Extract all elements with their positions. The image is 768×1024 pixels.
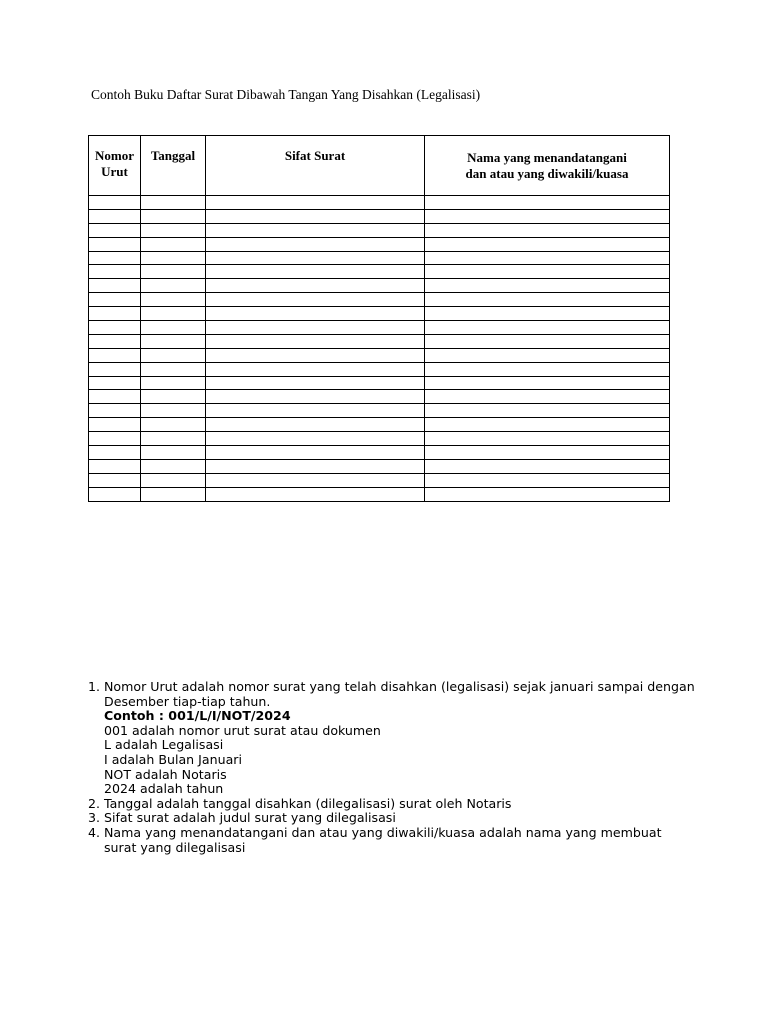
table-row — [89, 487, 670, 501]
table-row — [89, 418, 670, 432]
table-cell — [89, 251, 141, 265]
table-cell — [425, 196, 670, 210]
table-cell — [89, 390, 141, 404]
table-cell — [141, 334, 206, 348]
table-cell — [89, 418, 141, 432]
table-cell — [89, 362, 141, 376]
notes-list — [83, 680, 744, 855]
table-cell — [206, 348, 425, 362]
table-cell — [425, 390, 670, 404]
table-header-row — [89, 136, 670, 196]
table-cell — [89, 293, 141, 307]
note-item-nama — [104, 826, 744, 855]
table-cell — [425, 432, 670, 446]
table-cell — [89, 237, 141, 251]
table-cell — [425, 307, 670, 321]
header-sifat-surat: Sifat Surat — [206, 136, 425, 196]
table-row — [89, 334, 670, 348]
table-cell — [425, 279, 670, 293]
table-row — [89, 293, 670, 307]
note-item-tanggal — [104, 797, 744, 812]
header-tanggal: Tanggal — [141, 136, 206, 196]
note1-sub2: L adalah Legalisasi — [104, 737, 224, 753]
table-row — [89, 390, 670, 404]
note1-line2: Desember tiap-tiap tahun. — [104, 693, 271, 709]
table-cell — [89, 446, 141, 460]
table-cell — [425, 334, 670, 348]
table-cell — [425, 251, 670, 265]
table-cell — [206, 487, 425, 501]
table-row — [89, 279, 670, 293]
table-cell — [89, 321, 141, 335]
table-cell — [141, 279, 206, 293]
table-row — [89, 237, 670, 251]
table-cell — [206, 293, 425, 307]
table-cell — [89, 432, 141, 446]
table-cell — [141, 293, 206, 307]
table-cell — [141, 473, 206, 487]
header-nama-line2: dan atau yang diwakili/kuasa — [465, 165, 629, 181]
table-cell — [141, 223, 206, 237]
table-cell — [89, 307, 141, 321]
table-cell — [206, 473, 425, 487]
table-cell — [141, 459, 206, 473]
table-cell — [89, 473, 141, 487]
table-cell — [89, 459, 141, 473]
table-cell — [206, 459, 425, 473]
table-cell — [206, 376, 425, 390]
header-nama-line1: Nama yang menandatangani — [467, 149, 627, 165]
table-row — [89, 251, 670, 265]
table-row — [89, 473, 670, 487]
note3-text: 3. Sifat surat adalah judul surat yang dilegalisasi — [104, 810, 396, 826]
table-cell — [206, 265, 425, 279]
table-cell — [206, 334, 425, 348]
table-cell — [89, 223, 141, 237]
table-cell — [141, 362, 206, 376]
table-cell — [425, 459, 670, 473]
table-cell — [141, 376, 206, 390]
table-cell — [206, 418, 425, 432]
table-cell — [425, 487, 670, 501]
table-cell — [425, 473, 670, 487]
table-cell — [141, 432, 206, 446]
register-table — [88, 135, 670, 502]
note-item-sifat-surat — [104, 811, 744, 826]
table-cell — [206, 279, 425, 293]
table-cell — [206, 307, 425, 321]
table-cell — [89, 348, 141, 362]
table-cell — [425, 446, 670, 460]
table-row — [89, 348, 670, 362]
table-cell — [206, 196, 425, 210]
table-row — [89, 432, 670, 446]
note2-text: 2. Tanggal adalah tanggal disahkan (dilegalisasi) surat oleh Notaris — [104, 795, 512, 811]
table-cell — [206, 321, 425, 335]
note1-sub1: 001 adalah nomor urut surat atau dokumen — [104, 722, 381, 738]
table-cell — [425, 209, 670, 223]
table-cell — [89, 487, 141, 501]
table-cell — [206, 223, 425, 237]
note1-sub3: I adalah Bulan Januari — [104, 751, 242, 767]
table-cell — [141, 446, 206, 460]
table-cell — [206, 432, 425, 446]
table-cell — [206, 446, 425, 460]
table-cell — [89, 196, 141, 210]
note4-line1: 4. Nama yang menandatangani dan atau yang diwakili/kuasa adalah nama yang membuat — [104, 824, 662, 840]
table-row — [89, 321, 670, 335]
header-nomor-urut — [89, 136, 141, 196]
header-nomor-line2: Urut — [101, 164, 128, 179]
table-cell — [89, 376, 141, 390]
header-nama — [425, 136, 670, 196]
table-cell — [141, 209, 206, 223]
note1-sub5: 2024 adalah tahun — [104, 781, 224, 797]
table-cell — [425, 348, 670, 362]
table-cell — [425, 362, 670, 376]
table-cell — [141, 251, 206, 265]
table-row — [89, 459, 670, 473]
note-item-nomor-urut — [104, 680, 744, 797]
table-cell — [141, 418, 206, 432]
table-row — [89, 307, 670, 321]
table-cell — [141, 404, 206, 418]
table-row — [89, 376, 670, 390]
note4-line2: surat yang dilegalisasi — [104, 839, 246, 855]
table-cell — [425, 418, 670, 432]
table-cell — [206, 251, 425, 265]
table-body — [89, 196, 670, 502]
table-row — [89, 404, 670, 418]
table-cell — [141, 307, 206, 321]
table-cell — [89, 265, 141, 279]
table-cell — [141, 487, 206, 501]
table-row — [89, 362, 670, 376]
table-cell — [425, 265, 670, 279]
table-cell — [141, 348, 206, 362]
table-row — [89, 446, 670, 460]
table-cell — [89, 209, 141, 223]
table-cell — [89, 404, 141, 418]
table-cell — [206, 237, 425, 251]
table-cell — [141, 196, 206, 210]
table-cell — [89, 334, 141, 348]
note1-line1: 1. Nomor Urut adalah nomor surat yang telah disahkan (legalisasi) sejak januari sampai dengan — [104, 679, 695, 694]
table-cell — [206, 404, 425, 418]
table-cell — [425, 293, 670, 307]
table-cell — [141, 390, 206, 404]
table-row — [89, 196, 670, 210]
document-title: Contoh Buku Daftar Surat Dibawah Tangan Yang Disahkan (Legalisasi) — [91, 87, 481, 102]
table-cell — [425, 376, 670, 390]
note1-example: Contoh : 001/L/I/NOT/2024 — [104, 708, 291, 724]
table-cell — [425, 321, 670, 335]
table-cell — [425, 223, 670, 237]
table-cell — [141, 237, 206, 251]
table-cell — [89, 279, 141, 293]
header-nomor-line1: Nomor — [95, 148, 134, 163]
table-row — [89, 265, 670, 279]
table-cell — [141, 321, 206, 335]
table-cell — [206, 209, 425, 223]
table-cell — [206, 362, 425, 376]
table-row — [89, 223, 670, 237]
table-cell — [141, 265, 206, 279]
table-row — [89, 209, 670, 223]
table-cell — [425, 237, 670, 251]
table-cell — [425, 404, 670, 418]
note1-sub4: NOT adalah Notaris — [104, 766, 227, 782]
table-cell — [206, 390, 425, 404]
